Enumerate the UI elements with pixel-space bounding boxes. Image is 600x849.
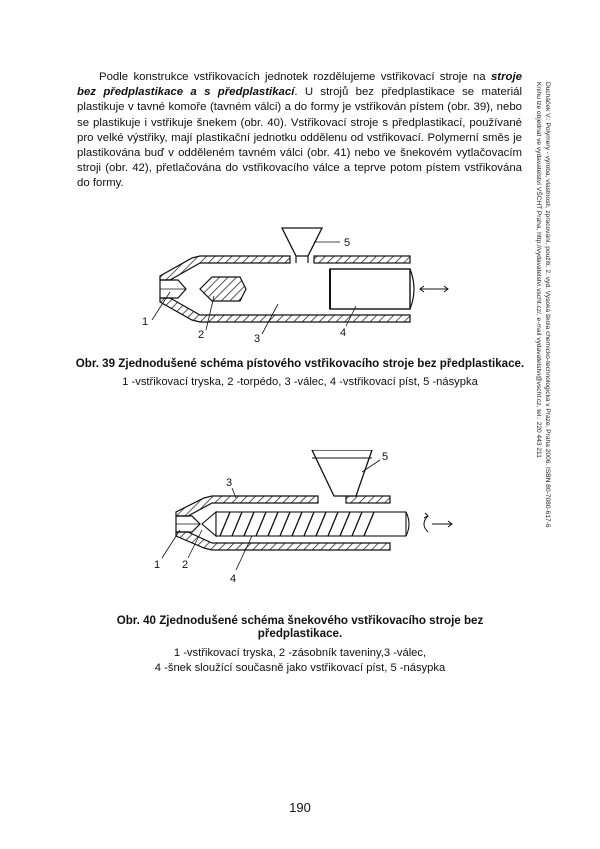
fig40-label-3: 3 [226,477,233,489]
fig40-label-2: 2 [182,559,189,571]
citation-line-2: Knihu lze objednat ve vydavatelství VŠCHT Praha, http://vydavatelstvi.vscht.cz/, e-mail vydavatelstvi@vscht.cz, tel.: 220 443 211 [535,82,542,458]
figure-40-legend-line-2: 4 -šnek sloužící současně jako vstřikovací píst, 5 -násypka [154,662,446,674]
torpedo-shape [200,277,246,301]
figure-40-legend-line-1: 1 -vstřikovací tryska, 2 -zásobník taveniny,3 -válec, [173,647,427,659]
fig40-label-4: 4 [230,573,237,585]
fig40-label-1: 1 [154,559,161,571]
page-number: 190 [289,800,311,815]
figure-39-caption [0,357,600,390]
screw-shape [216,512,406,536]
figure-39-diagram [130,222,460,344]
fig39-label-2: 2 [198,329,205,341]
figure-40-diagram [140,450,460,590]
figure-40-title-line-1: Obr. 40 Zjednodušené schéma šnekového vstřikovacího stroje bez [116,614,484,627]
fig39-label-3: 3 [254,333,261,344]
paragraph-text-rest: . U strojů bez předplastikace se materiál plastikuje v tavné komoře (tavném válci) a do formy je vstřikován pístem (obr. 39), nebo se plastikuje i vstřikuje šnekem (obr. 40). Vstřikovací stroje s předplastikací, používané pro velké výstřiky, mají plastikační jednotku oddělenu od vstřikovací. Polymerní směs je plastikována buď v odděleném tavném válci (obr. 41) nebo ve šnekovém vytlačovacím stroji (obr. 42), přetlačována do vstřikovacího válce a teprve potom pístem vstřikována do formy. [77,86,522,190]
fig40-label-5: 5 [382,451,389,463]
hopper-shape-2 [312,450,372,496]
citation-line-1: Ducháček V.: Polymery - výroba, vlastnosti, zpracování, použití, 2. vyd. Vysoká škola chemicko-technologická v Praze, Praha 2006. ISBN 80-7080-617-6 [544,82,551,528]
figure-39-legend: 1 -vstřikovací tryska, 2 -torpédo, 3 -válec, 4 -vstřikovací píst, 5 -násypka [122,376,478,388]
fig39-label-5: 5 [344,237,351,249]
fig39-label-1: 1 [142,316,149,328]
paragraph-emphasis: stroje bez předplastikace a s předplastikací [77,71,522,99]
intro-paragraph [77,70,522,192]
paragraph-text-start: Podle konstrukce vstřikovacích jednotek rozdělujeme vstřikovací stroje na [99,71,486,83]
piston-shape [330,269,410,309]
figure-39-title: Obr. 39 Zjednodušené schéma pístového vstřikovacího stroje bez předplastikace. [75,357,525,370]
figure-40-caption [0,614,600,676]
figure-40-title-line-2: předplastikace. [257,627,343,640]
fig39-label-4: 4 [340,327,347,339]
